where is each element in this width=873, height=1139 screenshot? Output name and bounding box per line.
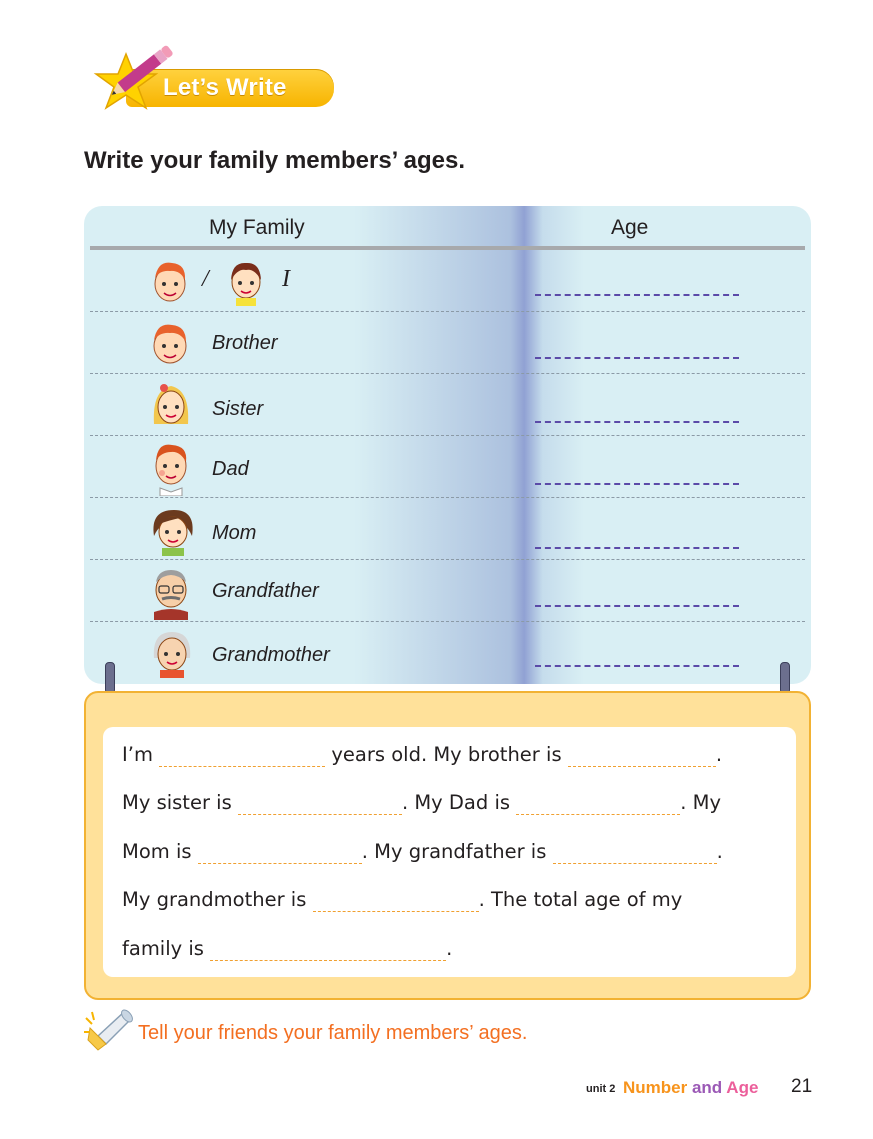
row-label: Grandmother (212, 644, 330, 666)
binder-ring-right (780, 662, 790, 694)
fill-blank[interactable] (159, 744, 325, 767)
table-row (84, 498, 811, 560)
sentence-text: Mom is (122, 840, 192, 863)
girl-face-icon (226, 258, 266, 306)
sentence-text: family is (122, 937, 204, 960)
age-blank[interactable] (535, 547, 739, 549)
table-row (84, 436, 811, 498)
row-label: Sister (212, 398, 264, 420)
row-label: Grandfather (212, 580, 319, 602)
sentence-text: years old. My brother is (331, 743, 562, 766)
sentence-text: . (715, 743, 723, 766)
fill-blank[interactable] (568, 744, 716, 767)
sentence-line-2 (122, 791, 721, 815)
footer-title-word: and (691, 1078, 723, 1097)
table-row (84, 560, 811, 622)
fill-blank[interactable] (238, 792, 402, 815)
badge-label: Let’s Write (163, 74, 287, 101)
age-blank[interactable] (535, 605, 739, 607)
grandmother-face-icon (150, 628, 194, 678)
footer-unit: unit 2 (586, 1083, 616, 1095)
sentence-line-4 (122, 888, 682, 912)
table-row (84, 250, 811, 312)
row-label: Dad (212, 458, 249, 480)
sentence-text: . (446, 937, 453, 960)
row-label: Brother (212, 332, 278, 354)
brother-face-icon (148, 320, 192, 368)
sentence-line-5 (122, 937, 452, 961)
sentence-text: I’m (122, 743, 153, 766)
sentence-text: . The total age of my (478, 888, 683, 911)
sentence-text: . My Dad is (401, 791, 511, 814)
footer-title-word: Age (726, 1078, 759, 1097)
sentence-line-1 (122, 743, 722, 767)
row-label: I (282, 266, 290, 292)
fill-blank[interactable] (553, 841, 717, 864)
fill-blank[interactable] (198, 841, 362, 864)
age-blank[interactable] (535, 357, 739, 359)
age-blank[interactable] (535, 421, 739, 423)
table-row (84, 374, 811, 436)
age-blank[interactable] (535, 483, 739, 485)
megaphone-icon (84, 1006, 134, 1056)
table-row (84, 622, 811, 684)
row-label: Mom (212, 522, 257, 544)
table-row (84, 312, 811, 374)
page-number: 21 (791, 1076, 813, 1097)
sentence-text: My grandmother is (122, 888, 307, 911)
instruction-heading: Write your family members’ ages. (84, 147, 466, 174)
age-blank[interactable] (535, 294, 739, 296)
sister-face-icon (150, 380, 192, 430)
slash-separator: / (202, 266, 209, 292)
sentence-text: My sister is (122, 791, 232, 814)
dad-face-icon (150, 442, 192, 496)
boy-face-icon (150, 258, 190, 306)
fill-blank[interactable] (313, 889, 479, 912)
fill-blank[interactable] (210, 938, 446, 961)
footer-title-word: Number (623, 1078, 688, 1097)
grandfather-face-icon (148, 566, 194, 620)
column-header-family: My Family (209, 216, 305, 239)
fill-blank[interactable] (516, 792, 680, 815)
sentence-text: . (716, 840, 723, 863)
lets-write-badge (86, 44, 338, 120)
sentence-line-3 (122, 840, 723, 864)
mom-face-icon (150, 506, 196, 556)
age-blank[interactable] (535, 665, 739, 667)
footer-unit-title (623, 1078, 758, 1098)
sentence-text: . My grandfather is (361, 840, 547, 863)
binder-ring-left (105, 662, 115, 694)
tip-text: Tell your friends your family members’ ages. (138, 1022, 528, 1044)
column-header-age: Age (611, 216, 649, 239)
family-age-table (84, 206, 811, 684)
sentence-text: . My (680, 791, 722, 814)
